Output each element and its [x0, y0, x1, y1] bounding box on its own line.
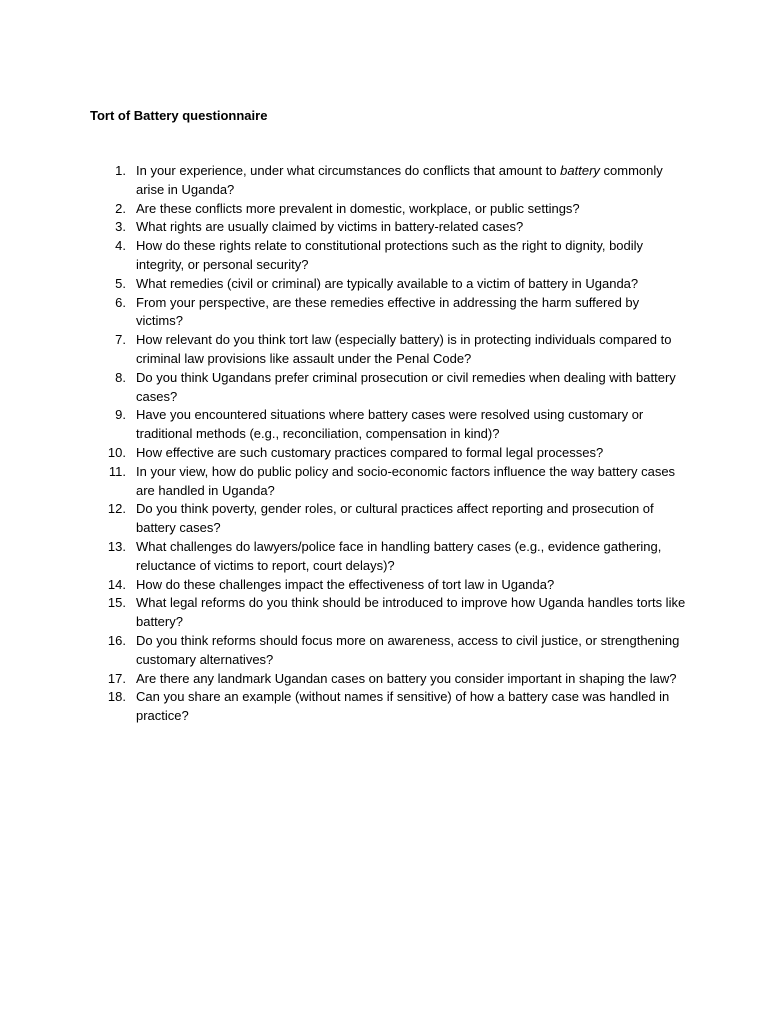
question-item	[0, 576, 688, 595]
question-text: Are these conflicts more prevalent in domestic, workplace, or public settings?	[136, 200, 580, 216]
document-title: Tort of Battery questionnaire	[90, 108, 268, 123]
question-number: 10.	[107, 444, 126, 460]
question-number: 11.	[108, 463, 126, 479]
question-number: 3.	[115, 219, 126, 235]
question-text: How do these challenges impact the effectiveness of tort law in Uganda?	[136, 576, 555, 592]
question-item	[0, 331, 688, 369]
question-emphasis: battery	[560, 163, 600, 178]
question-number: 13.	[107, 538, 126, 554]
question-number: 17.	[107, 670, 126, 686]
question-text: In your view, how do public policy and socio-economic factors influence the way battery cases are handled in Uganda?	[136, 463, 676, 498]
question-item	[0, 444, 688, 463]
question-text-part: In your experience, under what circumstances do conflicts that amount to	[136, 163, 561, 178]
question-item	[0, 594, 688, 632]
question-text-part: commonly arise in Uganda?	[136, 163, 663, 197]
question-number: 18.	[107, 689, 126, 705]
question-text	[136, 162, 688, 200]
question-text: What remedies (civil or criminal) are typically available to a victim of battery in Uganda?	[136, 275, 639, 291]
question-number: 2.	[115, 200, 126, 216]
question-item	[0, 688, 688, 726]
question-item	[0, 463, 688, 501]
question-number: 16.	[107, 632, 126, 648]
question-item	[0, 538, 688, 576]
question-text: What challenges do lawyers/police face in handling battery cases (e.g., evidence gathering, reluctance of victims to report, court delays)?	[136, 538, 662, 573]
question-text: What rights are usually claimed by victims in battery-related cases?	[136, 219, 524, 235]
question-text: Can you share an example (without names if sensitive) of how a battery case was handled in practice?	[136, 689, 670, 724]
question-item	[0, 294, 688, 332]
question-number: 6.	[115, 294, 126, 310]
question-number: 7.	[115, 332, 126, 348]
question-text: Have you encountered situations where battery cases were resolved using customary or traditional methods (e.g., reconciliation, compensation in kind)?	[136, 407, 644, 442]
question-item	[0, 162, 688, 200]
question-number: 9.	[115, 407, 126, 423]
question-number: 14.	[107, 576, 126, 592]
question-number: 4.	[115, 238, 126, 254]
question-item	[0, 218, 688, 237]
question-text: How do these rights relate to constitutional protections such as the right to dignity, bodily integrity, or personal security?	[136, 238, 644, 272]
question-text: Do you think Ugandans prefer criminal prosecution or civil remedies when dealing with battery cases?	[136, 369, 676, 404]
question-number: 15.	[107, 595, 126, 611]
question-number: 5.	[115, 275, 126, 291]
question-text: How effective are such customary practices compared to formal legal processes?	[136, 444, 604, 460]
question-list	[0, 162, 768, 726]
question-item	[0, 275, 688, 294]
question-item	[0, 369, 688, 407]
question-text: Do you think poverty, gender roles, or cultural practices affect reporting and prosecution of battery cases?	[136, 501, 654, 536]
question-number: 8.	[115, 369, 126, 385]
question-text: How relevant do you think tort law (especially battery) is in protecting individuals compared to criminal law provisions like assault under the Penal Code?	[136, 332, 672, 366]
question-text: Are there any landmark Ugandan cases on battery you consider important in shaping the law?	[136, 670, 677, 686]
question-item	[0, 670, 688, 689]
question-item	[0, 500, 688, 538]
question-item	[0, 406, 688, 444]
question-item	[0, 237, 688, 275]
question-item	[0, 200, 688, 219]
question-text: From your perspective, are these remedies effective in addressing the harm suffered by victims?	[136, 294, 640, 329]
question-text: Do you think reforms should focus more on awareness, access to civil justice, or strengthening customary alternatives?	[136, 632, 680, 667]
question-number: 12.	[107, 501, 126, 517]
question-number: 1.	[115, 163, 126, 178]
question-text: What legal reforms do you think should be introduced to improve how Uganda handles torts like battery?	[136, 595, 686, 630]
question-item	[0, 632, 688, 670]
